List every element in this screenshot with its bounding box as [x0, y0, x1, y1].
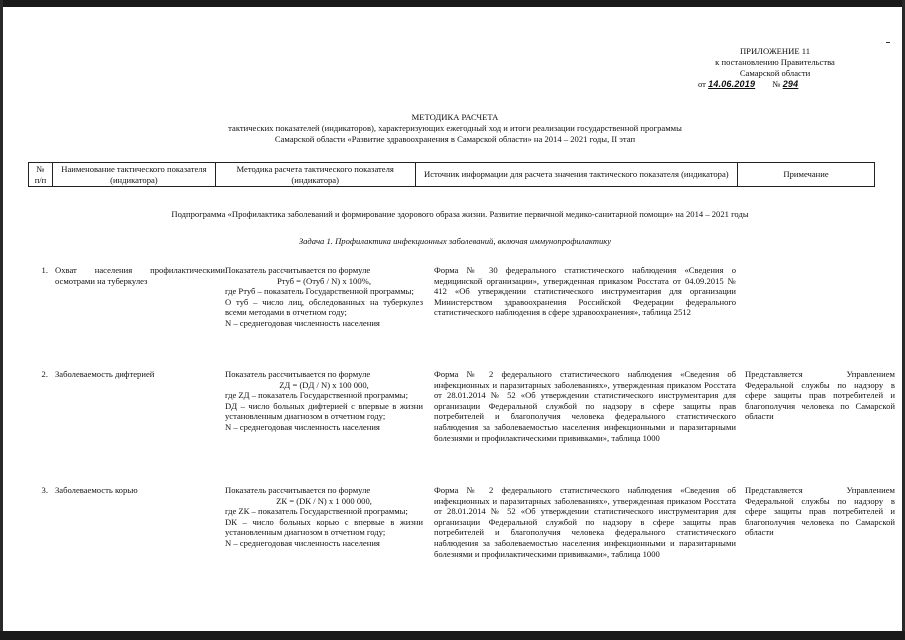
method-line: DД – число больных дифтерией с впервые в жизни установленным диагнозом в отчетном году; [225, 400, 423, 422]
method-intro: Показатель рассчитывается по формуле [225, 369, 371, 379]
row-number: 2. [41, 369, 48, 379]
scan-edge-left [0, 0, 3, 640]
indicator-table-header [28, 162, 875, 187]
row-indicator-name: Заболеваемость дифтерией [55, 369, 155, 379]
header-col-num: № п/п [29, 163, 53, 187]
title-line-3: Самарской области «Развитие здравоохранения в Самарской области» на 2014 – 2021 годы, II этап [274, 134, 636, 144]
method-intro: Показатель рассчитывается по формуле [225, 485, 371, 495]
row-method [225, 369, 423, 433]
number-value: 294 [782, 79, 799, 89]
header-col-note: Примечание [738, 163, 875, 187]
appendix-line-2: Самарской области [739, 68, 811, 78]
header-col-method: Методика расчета тактического показателя (индикатора) [215, 163, 415, 187]
method-line: где Pтуб – показатель Государственной программы; [225, 286, 414, 297]
header-row [29, 163, 875, 187]
method-line: DК – число больных корью с впервые в жизни установленным диагнозом в отчетном году; [225, 516, 423, 538]
scan-mark [886, 42, 890, 43]
title-line-1: МЕТОДИКА РАСЧЕТА [411, 112, 499, 122]
scan-edge-bottom [0, 631, 905, 640]
method-formula: Pтуб = (Oтуб / N) х 100%, [277, 275, 371, 286]
row-note: Представляется Управлением Федеральной службы по надзору в сфере защиты прав потребителей и благополучия человека по Самарской области [745, 485, 895, 538]
row-method [225, 485, 423, 549]
task-heading: Задача 1. Профилактика инфекционных заболеваний, включая иммунопрофилактику [298, 236, 612, 246]
method-formula: ZК = (DК / N) х 1 000 000, [276, 495, 372, 506]
method-line: где ZД – показатель Государственной программы; [225, 390, 408, 401]
subprogram-heading: Подпрограмма «Профилактика заболеваний и формирование здорового образа жизни. Развитие первичной медико-санитарной помощи» на 2014 – 2021 годы [171, 209, 749, 219]
method-line: O туб – число лиц, обследованных на туберкулез всеми методами в отчетном году; [225, 296, 423, 318]
date-value: 14.06.2019 [708, 79, 756, 89]
scan-edge-top [0, 0, 905, 7]
appendix-line-1: к постановлению Правительства [715, 57, 835, 67]
appendix-block [690, 46, 860, 90]
row-indicator-name: Заболеваемость корью [55, 485, 138, 495]
row-method [225, 265, 423, 329]
method-line: N – среднегодовая численность населения [225, 421, 380, 432]
method-intro: Показатель рассчитывается по формуле [225, 265, 371, 275]
header-col-name: Наименование тактического показателя (индикатора) [52, 163, 215, 187]
date-prefix: от [698, 79, 706, 89]
row-number: 1. [41, 265, 48, 275]
row-source: Форма № 2 федерального статистического наблюдения «Сведения об инфекционных и паразитарных заболеваниях», утвержденная приказом Росстата от 28.01.2014 № 52 «Об утверждении статистического инструментария для организации Федеральной службой по надзору в сфере защиты прав потребителей и благополучия человека федерального статистического наблюдения за заболеваемостью населения инфекционными и паразитарными болезнями и профилактическими прививками», таблица 1000 [434, 485, 736, 559]
number-prefix: № [772, 79, 781, 89]
appendix-title: ПРИЛОЖЕНИЕ 11 [739, 46, 811, 56]
document-title [150, 112, 760, 145]
row-number: 3. [41, 485, 48, 495]
row-source: Форма № 30 федерального статистического наблюдения «Сведения о медицинской организации», утвержденная приказом Росстата от 04.09.2015 № 412 «Об утверждении статистического инструментария для организации Министерством здравоохранения Российской Федерации федерального статистического наблюдения в сфере здравоохранения», таблица 2512 [434, 265, 736, 318]
title-line-2: тактических показателей (индикаторов), характеризующих ежегодный ход и итоги реализации государственной программы [228, 123, 682, 133]
method-line: где ZК – показатель Государственной программы; [225, 506, 408, 517]
method-line: N – среднегодовая численность населения [225, 537, 380, 548]
method-formula: ZД = (DД / N) х 100 000, [279, 379, 369, 390]
row-source: Форма № 2 федерального статистического наблюдения «Сведения об инфекционных и паразитарных заболеваниях», утвержденная приказом Росстата от 28.01.2014 № 52 «Об утверждении статистического инструментария для организации Федеральной службой по надзору в сфере защиты прав потребителей и благополучия человека федерального статистического наблюдения за заболеваемостью населения инфекционными и паразитарными болезнями и профилактическими прививками», таблица 1000 [434, 369, 736, 443]
row-indicator-name: Охват населения профилактическими осмотрами на туберкулез [55, 265, 225, 286]
appendix-date-row [690, 79, 860, 90]
row-note: Представляется Управлением Федеральной службы по надзору в сфере защиты прав потребителей и благополучия человека по Самарской области [745, 369, 895, 422]
header-col-source: Источник информации для расчета значения тактического показателя (индикатора) [415, 163, 738, 187]
method-line: N – среднегодовая численность населения [225, 317, 380, 328]
